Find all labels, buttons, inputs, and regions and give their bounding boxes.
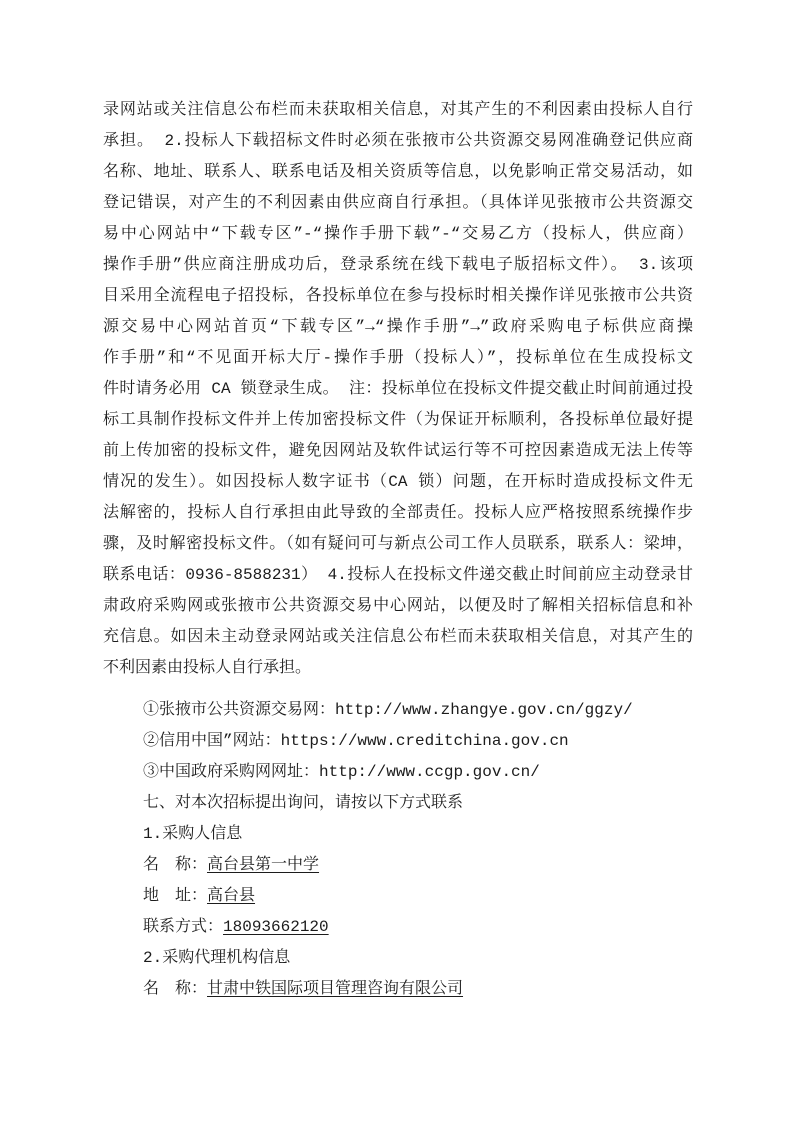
info-field-line: [103, 850, 693, 881]
paragraph-line: 登记错误，对产生的不利因素由供应商自行承担。（具体详见张掖市公共资源交: [103, 194, 693, 212]
info-field-line: [103, 974, 693, 1005]
paragraph-line: 易中心网站中“下载专区”-“操作手册下载”-“交易乙方（投标人，供应商）: [103, 225, 693, 243]
purchaser-info-title: 1.采购人信息: [143, 825, 243, 843]
field-value: 18093662120: [223, 918, 329, 936]
paragraph-line: 联系电话：0936-8588231） 4.投标人在投标文件递交截止时间前应主动登录甘: [103, 566, 693, 584]
website-link-line: [103, 757, 693, 788]
field-label: 名 称：: [143, 856, 208, 874]
paragraph-line: 源交易中心网站首页“下载专区”→“操作手册”→”政府采购电子标供应商操: [103, 318, 693, 336]
link-prefix: ②信用中国”网站：: [143, 732, 281, 750]
info-field-line: [103, 881, 693, 912]
paragraph-line: 作手册”和“不见面开标大厅-操作手册（投标人）”，投标单位在生成投标文: [103, 349, 693, 367]
paragraph-line: 承担。 2.投标人下载招标文件时必须在张掖市公共资源交易网准确登记供应商: [103, 132, 693, 150]
paragraph-line: 骤，及时解密投标文件。（如有疑问可与新点公司工作人员联系，联系人：梁坤，: [103, 535, 693, 553]
paragraph-line: 肃政府采购网或张掖市公共资源交易中心网站，以便及时了解相关招标信息和补: [103, 597, 693, 615]
info-field-line: [103, 912, 693, 943]
agency-info-title: 2.采购代理机构信息: [143, 949, 291, 967]
paragraph-line: 录网站或关注信息公布栏而未获取相关信息，对其产生的不利因素由投标人自行: [103, 101, 693, 119]
link-url: https://www.creditchina.gov.cn: [280, 732, 569, 750]
field-label: 地 址：: [143, 887, 208, 905]
link-url: http://www.zhangye.gov.cn/ggzy/: [335, 701, 633, 719]
paragraph-line: 目采用全流程电子招投标，各投标单位在参与投标时相关操作详见张掖市公共资: [103, 287, 693, 305]
paragraph-line: 不利因素由投标人自行承担。: [103, 659, 312, 677]
section-heading: 七、对本次招标提出询问，请按以下方式联系: [143, 794, 464, 812]
purchaser-fields: [103, 850, 693, 943]
website-link-line: [103, 695, 693, 726]
field-value: 高台县: [207, 887, 256, 905]
field-label: 名 称：: [143, 980, 208, 998]
website-links: [103, 695, 693, 788]
paragraph-line: 前上传加密的投标文件，避免因网站及软件试运行等不可控因素造成无法上传等: [103, 442, 693, 460]
agency-fields: [103, 974, 693, 1005]
link-url: http://www.ccgp.gov.cn/: [319, 763, 540, 781]
paragraph-line: 情况的发生）。如因投标人数字证书（CA 锁）问题，在开标时造成投标文件无: [103, 473, 693, 491]
paragraph-line: 名称、地址、联系人、联系电话及相关资质等信息，以免影响正常交易活动，如: [103, 163, 693, 181]
link-prefix: ③中国政府采购网网址：: [143, 763, 320, 781]
paragraph-line: 操作手册”供应商注册成功后，登录系统在线下载电子版招标文件）。 3.该项: [103, 256, 693, 274]
paragraph-line: 件时请务必用 CA 锁登录生成。 注：投标单位在投标文件提交截止时间前通过投: [103, 380, 693, 398]
body-paragraph: [103, 95, 693, 684]
link-prefix: ①张掖市公共资源交易网：: [143, 701, 336, 719]
field-label: 联系方式：: [143, 918, 224, 936]
website-link-line: [103, 726, 693, 757]
field-value: 甘肃中铁国际项目管理咨询有限公司: [207, 980, 464, 998]
paragraph-line: 标工具制作投标文件并上传加密投标文件（为保证开标顺利，各投标单位最好提: [103, 411, 693, 429]
paragraph-line: 法解密的，投标人自行承担由此导致的全部责任。投标人应严格按照系统操作步: [103, 504, 693, 522]
field-value: 高台县第一中学: [207, 856, 320, 874]
paragraph-line: 充信息。如因未主动登录网站或关注信息公布栏而未获取相关信息，对其产生的: [103, 628, 693, 646]
